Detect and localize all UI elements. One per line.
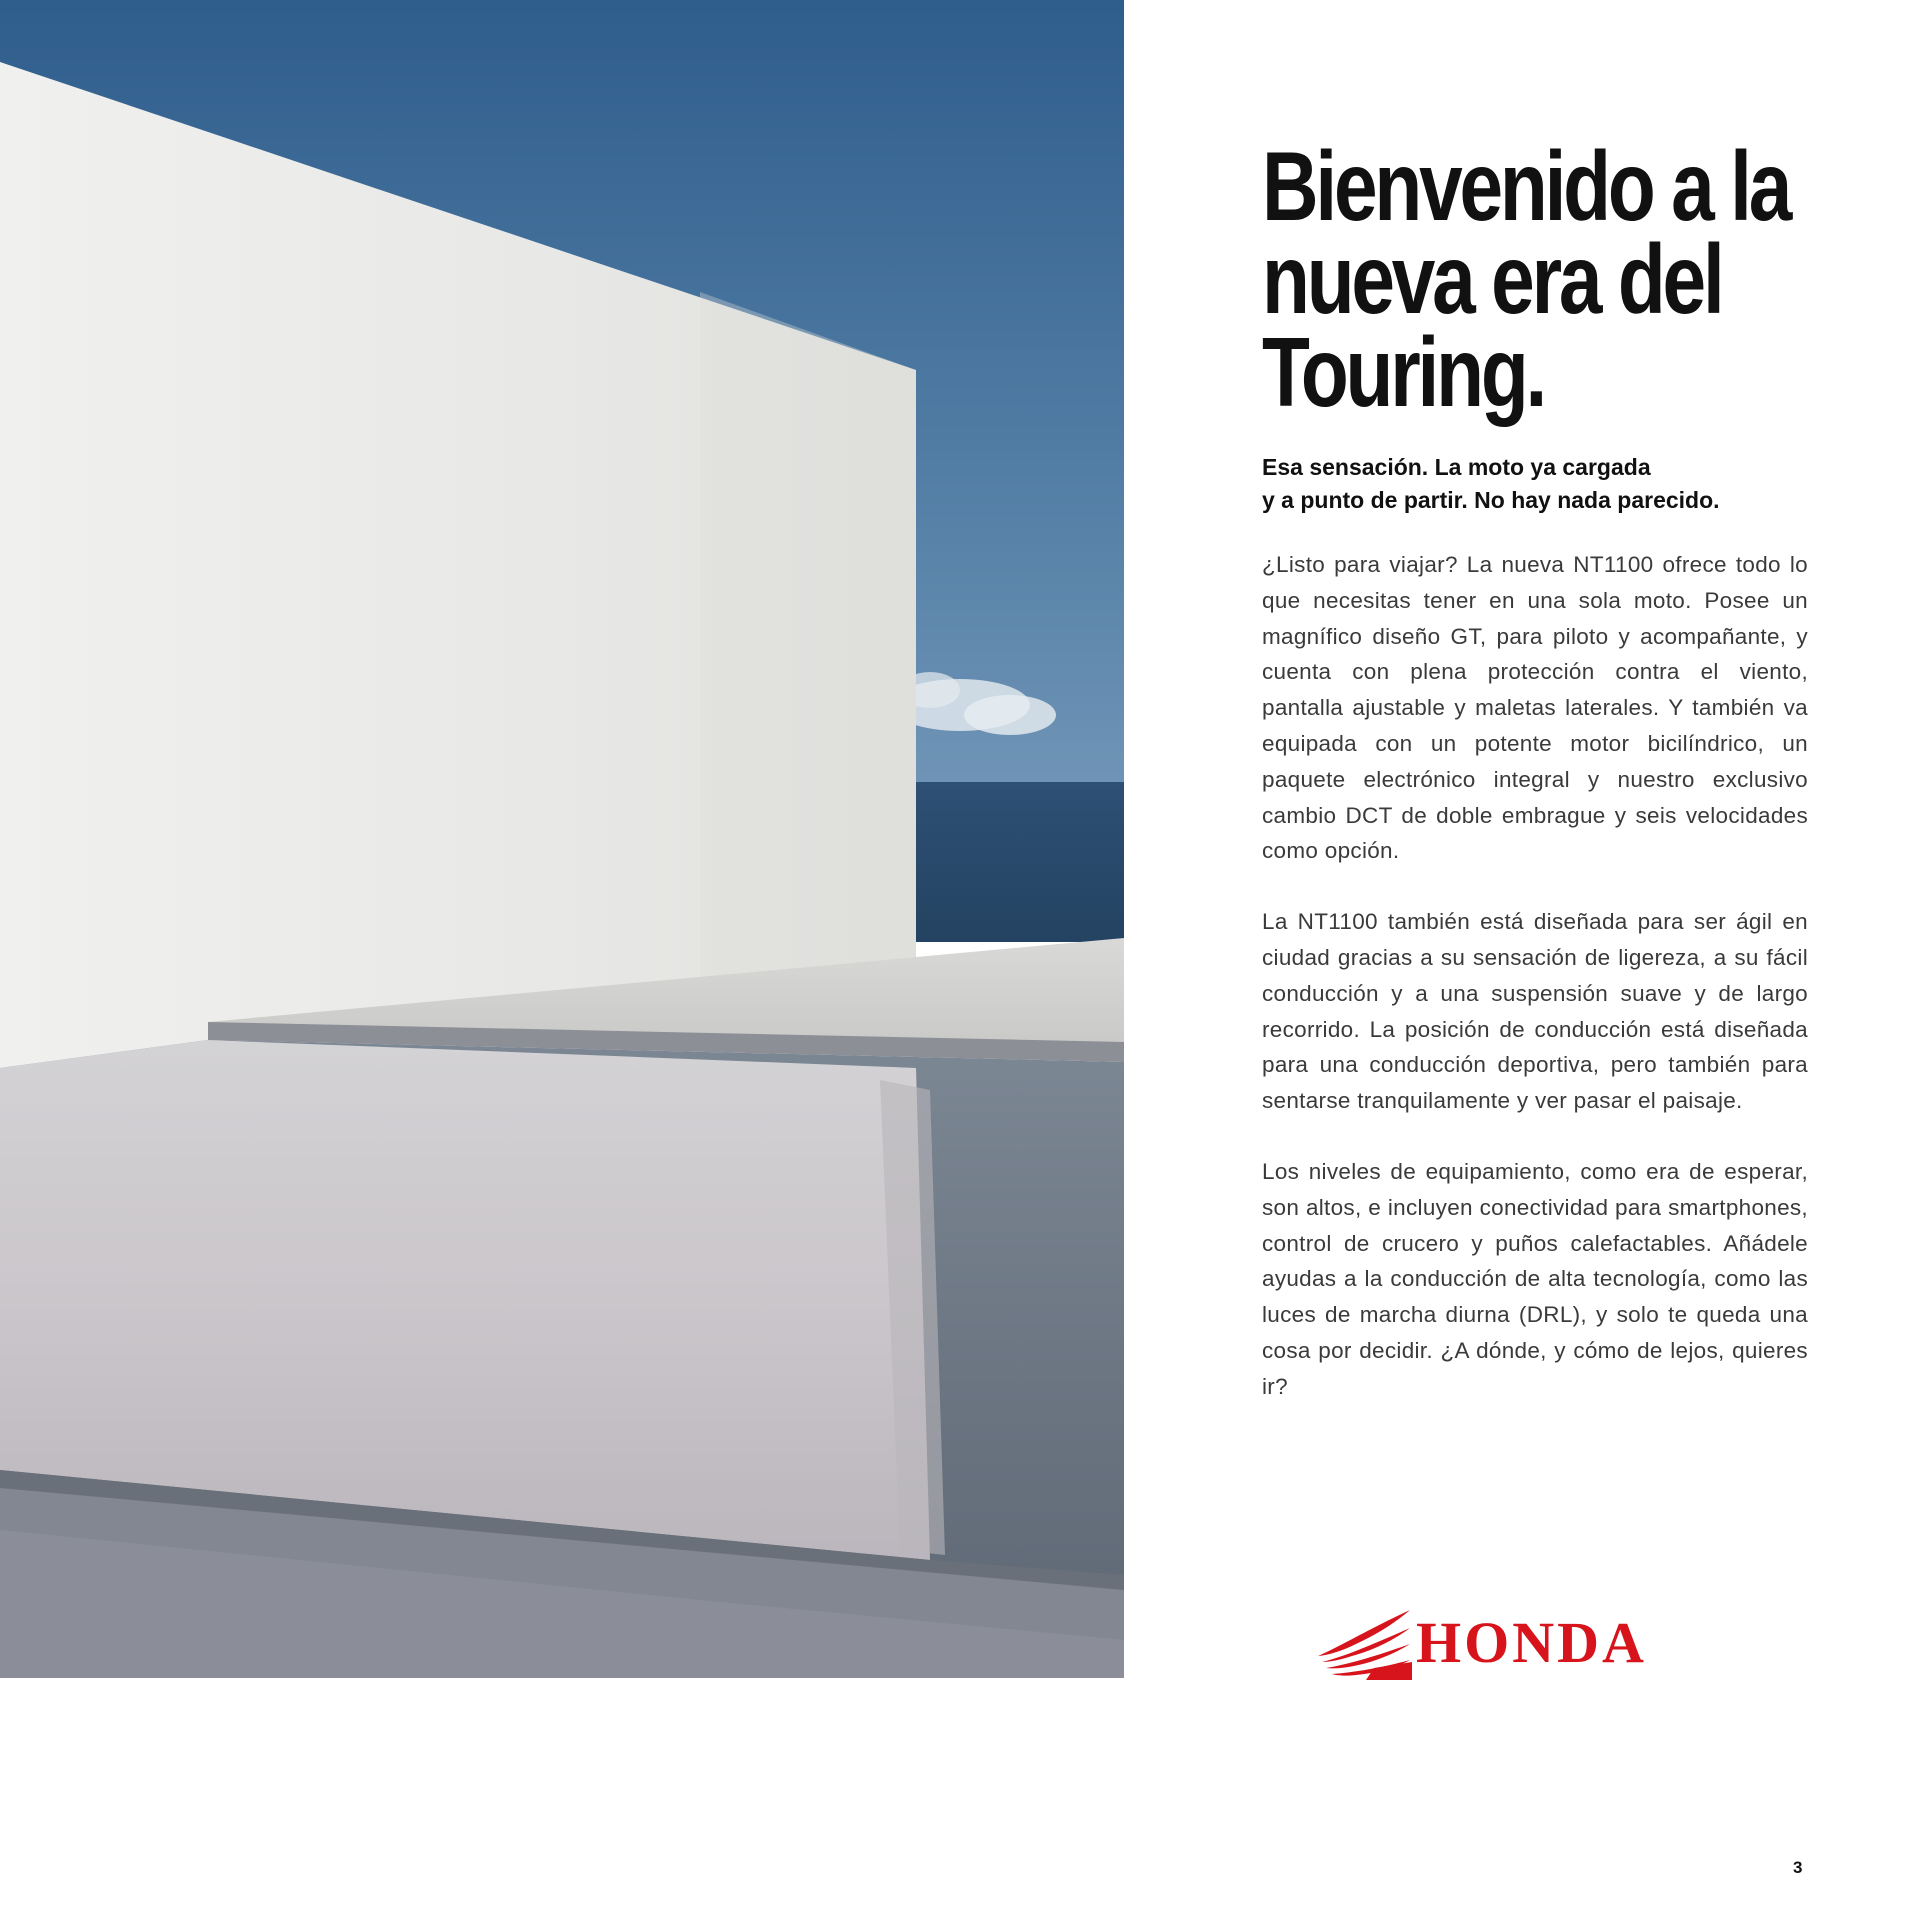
body-paragraph-3: Los niveles de equipamiento, como era de esperar, son altos, e incluyen conectividad para smartphones, control de crucero y puños calefactables. Añádele ayudas a la conducción de alta tecnología, como las luces de marcha diurna (DRL), y solo te queda una cosa por decidir. ¿A dónde, y cómo de lejos, quieres ir? (1262, 1158, 1808, 1399)
body-paragraph-1: ¿Listo para viajar? La nueva NT1100 ofrece todo lo que necesitas tener en una sola moto. Posee un magnífico diseño GT, para piloto y acompañante, y cuenta con plena protección contra el viento, pantalla ajustable y maletas laterales. Y también va equipada con un potente motor bicilíndrico, un paquete electrónico integral y nuestro exclusivo cambio DCT de doble embrague y seis velocidades como opción. (1262, 552, 1808, 864)
body-paragraph-2: La NT1100 también está diseñada para ser ágil en ciudad gracias a su sensación de ligereza, a su fácil conducción y a una suspensión suave y de largo recorrido. La posición de conducción está diseñada para una conducción deportiva, pero también para sentarse tranquilamente y ver pasar el paisaje. (1262, 909, 1808, 1114)
article-column (1262, 131, 1808, 1405)
honda-wordmark: HONDA (1416, 1610, 1647, 1675)
honda-logo (1316, 1606, 1752, 1680)
headline-line-3: Touring. (1262, 317, 1545, 427)
headline-line-2: nueva era del (1262, 224, 1722, 334)
honda-wing-icon (1316, 1606, 1416, 1680)
page-number: 3 (1793, 1858, 1803, 1877)
lead-paragraph (1262, 451, 1808, 517)
lead-line-1: Esa sensación. La moto ya cargada (1262, 454, 1651, 480)
headline (1262, 131, 1808, 427)
headline-line-1: Bienvenido a la (1262, 131, 1790, 241)
lead-line-2: y a punto de partir. No hay nada parecido. (1262, 487, 1720, 513)
